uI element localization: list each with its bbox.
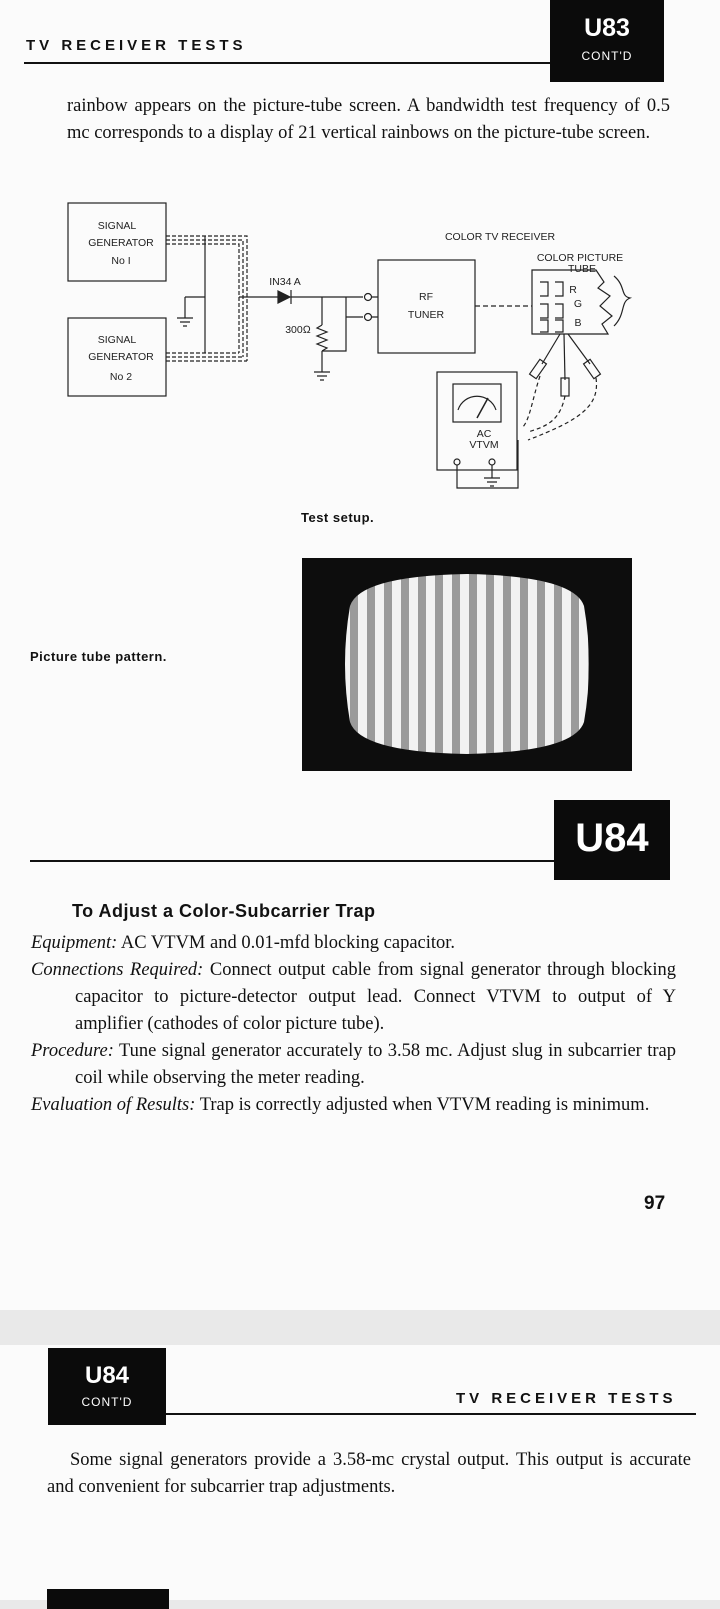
meter-label-line1: AC bbox=[476, 428, 492, 440]
meter-label-line2: VTVM bbox=[469, 439, 499, 451]
item-text: Connect output cable from signal generator through blocking capacitor to picture-detector output lead. Connect VTVM to output of Y amplifier (cathodes of color picture tube). bbox=[75, 960, 677, 1034]
section-title: To Adjust a Color-Subcarrier Trap bbox=[72, 901, 376, 921]
section-rule bbox=[30, 860, 555, 862]
tab-contd: CONT'D bbox=[81, 1395, 133, 1409]
item-text: Trap is correctly adjusted when VTVM reading is minimum. bbox=[195, 1095, 650, 1115]
gen1-label-line2: GENERATOR bbox=[88, 237, 154, 249]
list-item bbox=[31, 1092, 676, 1119]
intro-paragraph: rainbow appears on the picture-tube screen. A bandwidth test frequency of 0.5 mc corresponds to a display of 21 vertical rainbows on the picture-tube screen. bbox=[67, 96, 670, 143]
item-text: AC VTVM and 0.01-mfd blocking capacitor. bbox=[117, 933, 456, 953]
next-section-tab-edge bbox=[47, 1589, 169, 1609]
running-header-title: TV RECEIVER TESTS bbox=[26, 37, 247, 54]
tuner-label-line2: TUNER bbox=[407, 309, 445, 321]
gen1-label-line3: No I bbox=[111, 255, 131, 267]
tab-code: U84 bbox=[84, 1362, 130, 1389]
tab-code: U83 bbox=[584, 14, 630, 42]
caption-picture-tube-pattern: Picture tube pattern. bbox=[30, 649, 167, 664]
procedure-list bbox=[31, 930, 676, 1119]
gen1-label-line1: SIGNAL bbox=[97, 220, 137, 232]
list-item bbox=[31, 1038, 676, 1092]
running-header-title: TV RECEIVER TESTS bbox=[456, 1390, 677, 1407]
item-label: Connections Required: bbox=[31, 960, 204, 980]
gun-g-label: G bbox=[573, 298, 583, 310]
item-label: Evaluation of Results: bbox=[31, 1095, 196, 1115]
test-setup-diagram bbox=[60, 195, 660, 505]
gun-r-label: R bbox=[569, 284, 577, 296]
gen2-label-line1: SIGNAL bbox=[97, 334, 137, 346]
rf-tuner-box bbox=[378, 260, 475, 353]
page-number: 97 bbox=[644, 1193, 666, 1214]
receiver-label: COLOR TV RECEIVER bbox=[444, 231, 556, 243]
item-text: Tune signal generator accurately to 3.58 mc. Adjust slug in subcarrier trap coil while observing the meter reading. bbox=[75, 1041, 676, 1088]
tube-label-line2: TUBE bbox=[567, 263, 597, 275]
gun-b-label: B bbox=[574, 317, 582, 329]
list-item bbox=[31, 930, 676, 957]
tube-label-line1: COLOR PICTURE bbox=[536, 252, 624, 264]
diode-label: IN34 A bbox=[269, 276, 301, 288]
page-98 bbox=[0, 1345, 720, 1600]
vtvm-box bbox=[437, 372, 517, 470]
item-label: Equipment: bbox=[31, 933, 118, 953]
gen2-label-line3: No 2 bbox=[109, 371, 133, 383]
body-paragraph: Some signal generators provide a 3.58-mc crystal output. This output is accurate and convenient for subcarrier trap adjustments. bbox=[47, 1450, 691, 1497]
section-tab-u84 bbox=[554, 800, 670, 880]
picture-tube-pattern-photo bbox=[302, 558, 632, 771]
item-label: Procedure: bbox=[31, 1041, 114, 1061]
caption-test-setup: Test setup. bbox=[301, 510, 375, 525]
gen2-label-line2: GENERATOR bbox=[88, 351, 154, 363]
header-rule bbox=[24, 62, 550, 64]
section-tab-u84-contd bbox=[48, 1348, 166, 1425]
tuner-label-line1: RF bbox=[419, 291, 433, 303]
tab-contd: CONT'D bbox=[581, 49, 633, 63]
resistor-label: 300Ω bbox=[285, 324, 311, 336]
section-tab-u83 bbox=[550, 0, 664, 82]
list-item bbox=[31, 957, 676, 1038]
header-rule bbox=[166, 1413, 696, 1415]
tab-code: U84 bbox=[575, 816, 649, 860]
